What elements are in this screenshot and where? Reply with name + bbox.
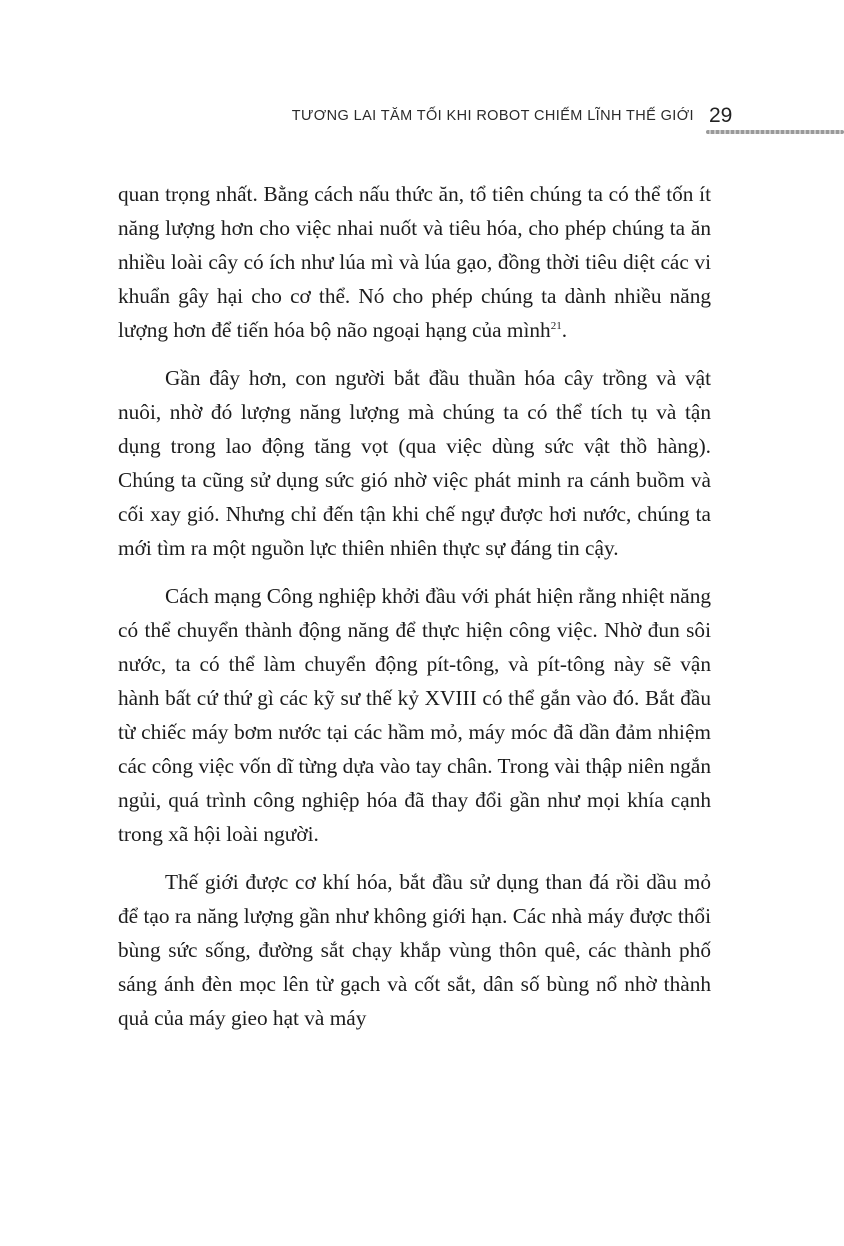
paragraph: Cách mạng Công nghiệp khởi đầu với phát hiện rằng nhiệt năng có thể chuyển thành động năng để thực hiện công việc. Nhờ đun sôi nước, ta có thể làm chuyển động pít-tông, và pít-tông này sẽ vận hành bất cứ thứ gì các kỹ sư thế kỷ XVIII có thể gắn vào đó. Bắt đầu từ chiếc máy bơm nước tại các hầm mỏ, máy móc đã dần đảm nhiệm các công việc vốn dĩ từng dựa vào tay chân. Trong vài thập niên ngắn ngủi, quá trình công nghiệp hóa đã thay đổi gần như mọi khía cạnh trong xã hội loài người. [118,584,711,846]
body-text [118,177,711,1035]
paragraph: Thế giới được cơ khí hóa, bắt đầu sử dụng than đá rồi dầu mỏ để tạo ra năng lượng gần như không giới hạn. Các nhà máy được thổi bùng sức sống, đường sắt chạy khắp vùng thôn quê, các thành phố sáng ánh đèn mọc lên từ gạch và cốt sắt, dân số bùng nổ nhờ thành quả của máy gieo hạt và máy [118,870,711,1030]
paragraph-text: quan trọng nhất. Bằng cách nấu thức ăn, tổ tiên chúng ta có thể tốn ít năng lượng hơn cho việc nhai nuốt và tiêu hóa, cho phép chúng ta ăn nhiều loài cây có ích như lúa mì và lúa gạo, đồng thời tiêu diệt các vi khuẩn gây hại cho cơ thể. Nó cho phép chúng ta dành nhiều năng lượng hơn để tiến hóa bộ não ngoại hạng của mình [118,182,711,342]
running-title: TƯƠNG LAI TĂM TỐI KHI ROBOT CHIẾM LĨNH THẾ GIỚI [291,108,694,124]
footnote-marker[interactable]: 21 [550,319,562,332]
paragraph [118,177,711,347]
paragraph: Gần đây hơn, con người bắt đầu thuần hóa cây trồng và vật nuôi, nhờ đó lượng năng lượng mà chúng ta có thể tích tụ và tận dụng trong lao động tăng vọt (qua việc dùng sức vật thồ hàng). Chúng ta cũng sử dụng sức gió nhờ việc phát minh ra cánh buồm và cối xay gió. Nhưng chỉ đến tận khi chế ngự được hơi nước, chúng ta mới tìm ra một nguồn lực thiên nhiên thực sự đáng tin cậy. [118,366,711,560]
paragraph-end: . [561,318,568,342]
page-number: 29 [709,104,733,127]
header-decorative-rule [706,130,844,134]
running-header [0,104,844,134]
